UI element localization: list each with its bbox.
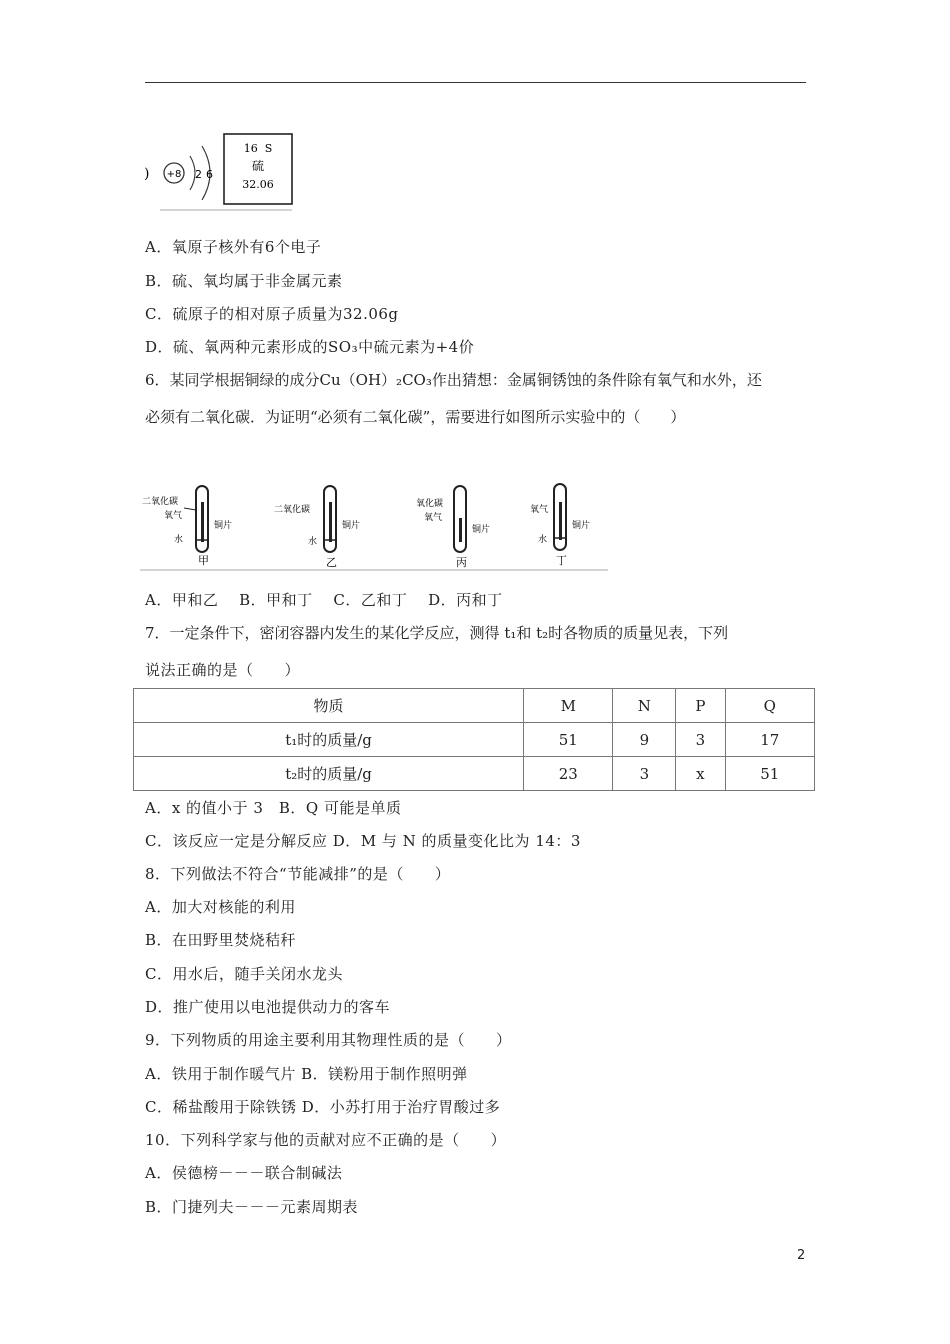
figure-paren: )	[144, 166, 150, 182]
copper-strip	[329, 502, 332, 542]
element-mass: 32.06	[242, 178, 274, 191]
tube-name-label: 丙	[456, 556, 467, 569]
q5-option-c: C．硫原子的相对原子质量为32.06g	[145, 305, 399, 323]
copper-strip	[559, 502, 562, 540]
table-cell: 3	[613, 757, 676, 791]
tube-name-label: 甲	[198, 554, 209, 567]
q9-stem: 9．下列物质的用途主要利用其物理性质的是（ ）	[145, 1031, 512, 1049]
table-header-cell: P	[676, 689, 725, 723]
tube-metal-label: 铜片	[342, 521, 361, 531]
q9-options-line1: A．铁用于制作暖气片 B．镁粉用于制作照明弹	[145, 1065, 468, 1083]
table-cell: t₁时的质量/g	[134, 723, 524, 757]
tube-water-label: 水	[538, 535, 548, 545]
tube-name-label: 乙	[326, 556, 337, 569]
table-header-row	[134, 689, 815, 723]
tube-gas-label: 氧化碳	[416, 499, 444, 509]
table-header-cell: Q	[725, 689, 814, 723]
test-tube-figure	[140, 478, 610, 574]
table-cell: t₂时的质量/g	[134, 757, 524, 791]
table-cell: x	[676, 757, 725, 791]
table-cell: 23	[524, 757, 613, 791]
copper-strip	[459, 518, 462, 542]
table-header-cell: M	[524, 689, 613, 723]
tube-water-label: 水	[308, 537, 318, 547]
tube-yi	[274, 486, 360, 569]
header-rule	[145, 82, 806, 83]
q6-options: A．甲和乙 B．甲和丁 C．乙和丁 D．丙和丁	[145, 591, 503, 609]
q10-option-a: A．侯德榜－－－联合制碱法	[145, 1164, 343, 1182]
tube-gas-label: 二氧化碳	[274, 505, 311, 515]
page-number: 2	[797, 1248, 806, 1263]
nucleus-charge: +8	[166, 169, 182, 180]
table-row	[134, 757, 815, 791]
tube-ding	[530, 484, 590, 567]
tube-metal-label: 铜片	[472, 525, 491, 535]
table-header-cell: N	[613, 689, 676, 723]
q7-stem-line2: 说法正确的是（ ）	[145, 661, 301, 679]
tube-gas-label: 氧气	[530, 505, 549, 515]
table-row	[134, 723, 815, 757]
shell-1-count: 2	[195, 168, 202, 181]
element-number-symbol: 16 S	[243, 142, 273, 155]
tube-water-label: 水	[174, 535, 184, 545]
tube-jia	[142, 486, 232, 567]
table-cell: 17	[725, 723, 814, 757]
q8-option-a: A．加大对核能的利用	[145, 898, 296, 916]
element-name: 硫	[251, 159, 265, 173]
q7-options-line1: A．x 的值小于 3 B．Q 可能是单质	[145, 799, 402, 817]
shell-2-count: 6	[206, 168, 213, 181]
q8-option-b: B．在田野里焚烧秸秆	[145, 931, 297, 949]
q8-stem: 8．下列做法不符合“节能减排”的是（ ）	[145, 865, 451, 883]
q6-stem-line1: 6．某同学根据铜绿的成分Cu（OH）₂CO₃作出猜想：金属铜锈蚀的条件除有氧气和水外，还	[145, 371, 762, 389]
mass-table	[133, 688, 815, 791]
table-cell: 9	[613, 723, 676, 757]
table-cell: 51	[725, 757, 814, 791]
tube-metal-label: 铜片	[572, 521, 591, 531]
q10-option-b: B．门捷列夫－－－元素周期表	[145, 1198, 359, 1216]
q5-option-b: B．硫、氧均属于非金属元素	[145, 272, 343, 290]
q7-stem-line1: 7．一定条件下，密闭容器内发生的某化学反应，测得 t₁和 t₂时各物质的质量见表，下列	[145, 624, 729, 642]
tube-name-label: 丁	[556, 554, 567, 567]
tube-gas-label: 氧气	[424, 513, 443, 523]
q5-option-d: D．硫、氧两种元素形成的SO₃中硫元素为+4价	[145, 338, 475, 356]
q8-option-d: D．推广使用以电池提供动力的客车	[145, 998, 391, 1016]
q9-options-line2: C．稀盐酸用于除铁锈 D．小苏打用于治疗胃酸过多	[145, 1098, 501, 1116]
table-header-cell: 物质	[134, 689, 524, 723]
tube-gas-label: 氧气	[164, 511, 183, 521]
atom-structure-figure	[140, 128, 300, 214]
table-cell: 3	[676, 723, 725, 757]
table-cell: 51	[524, 723, 613, 757]
q10-stem: 10．下列科学家与他的贡献对应不正确的是（ ）	[145, 1131, 507, 1149]
tube-bing	[416, 486, 490, 569]
tube-gas-label: 二氧化碳	[142, 497, 179, 507]
copper-strip	[201, 502, 204, 542]
q5-option-a: A．氧原子核外有6个电子	[145, 238, 322, 256]
q6-stem-line2: 必须有二氧化碳．为证明“必须有二氧化碳”，需要进行如图所示实验中的（ ）	[145, 408, 686, 426]
q8-option-c: C．用水后，随手关闭水龙头	[145, 965, 343, 983]
q7-options-line2: C．该反应一定是分解反应 D．M 与 N 的质量变化比为 14：3	[145, 832, 581, 850]
tube-metal-label: 铜片	[214, 521, 233, 531]
label-leader	[184, 508, 196, 510]
